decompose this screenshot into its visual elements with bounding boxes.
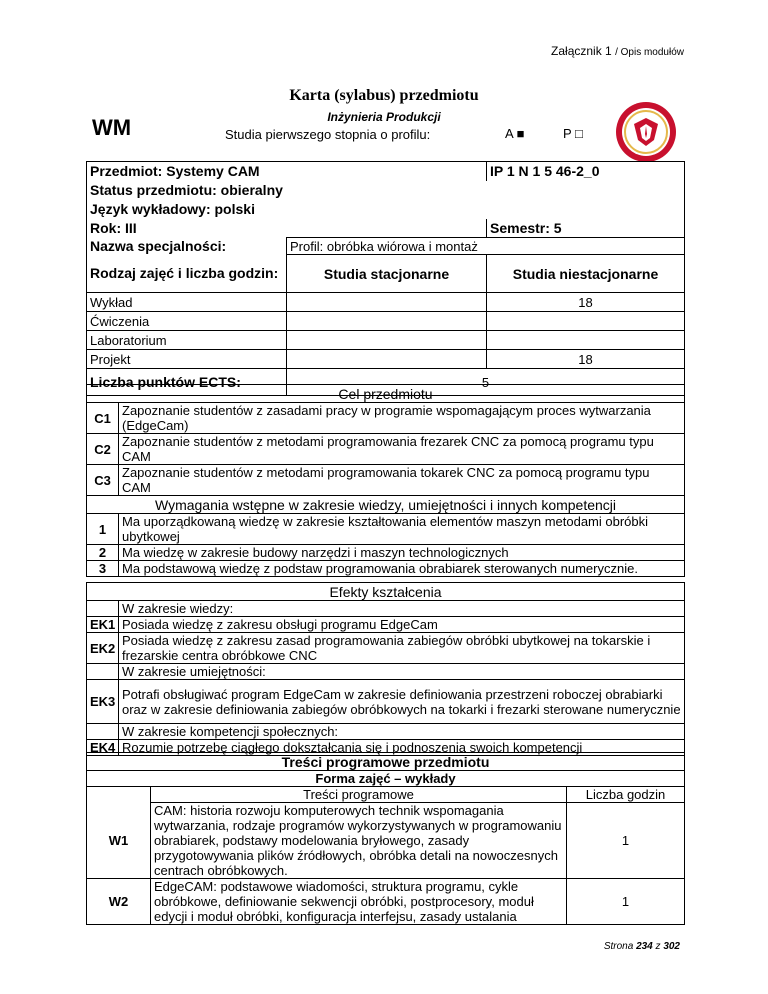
subject-name: Przedmiot: Systemy CAM — [87, 162, 487, 181]
specialty-profile: Profil: obróbka wiórowa i montaż — [287, 238, 685, 255]
content-title: Treści programowe przedmiotu — [87, 753, 685, 771]
profile-label: Studia pierwszego stopnia o profilu: — [225, 127, 431, 142]
outcomes-table — [86, 582, 685, 756]
goal-row: C2 Zapoznanie studentów z metodami programowania frezarek CNC za pomocą programu typu CAM — [87, 434, 685, 465]
requirements-title: Wymagania wstępne w zakresie wiedzy, umiejętności i innych kompetencji — [87, 496, 685, 514]
goals-table — [86, 384, 685, 496]
profile-p-checkbox: P □ — [563, 126, 583, 141]
ects-label: Liczba punktów ECTS: — [87, 369, 287, 396]
outcome-row: EK1 Posiada wiedzę z zakresu obsługi programu EdgeCam — [87, 617, 685, 633]
subject-info-table — [86, 161, 685, 396]
part-time-header: Studia niestacjonarne — [487, 255, 685, 293]
logo-text: WM — [92, 115, 132, 140]
hours-row: Ćwiczenia — [87, 312, 685, 331]
outcome-row: W zakresie wiedzy: — [87, 601, 685, 617]
content-row: W1 CAM: historia rozwoju komputerowych technik wspomagania wytwarzania, rodzaje programów wykorzystywanych w programowaniu obrabiarek, podstawy modelowania bryłowego, zasady przygotowywania plików źródłowych, obróbka detali na nowoczesnych centrach obróbkowych. 1 — [87, 803, 685, 879]
class-type-label: Rodzaj zajęć i liczba godzin: — [87, 255, 287, 293]
semester: Semestr: 5 — [487, 219, 685, 238]
content-column-header: Treści programowe — [151, 787, 567, 803]
outcome-row: W zakresie umiejętności: — [87, 664, 685, 680]
subject-language: Język wykładowy: polski — [87, 200, 685, 219]
study-year: Rok: III — [87, 219, 487, 238]
content-form: Forma zajęć – wykłady — [87, 771, 685, 787]
outcome-row: W zakresie kompetencji społecznych: — [87, 724, 685, 740]
page-number: Strona 234 z 302 — [603, 941, 680, 952]
stationary-header: Studia stacjonarne — [287, 255, 487, 293]
hours-row: Laboratorium — [87, 331, 685, 350]
goal-row: C3 Zapoznanie studentów z metodami programowania tokarek CNC za pomocą programu typu CAM — [87, 465, 685, 496]
content-row: W2 EdgeCAM: podstawowe wiadomości, struktura programu, cykle obróbkowe, definiowanie sekwencji obróbki, postprocesory, moduł edycji i moduł obróbki, konfiguracja interfejsu, zasady ustalania 1 — [87, 879, 685, 925]
requirement-row: 3 Ma podstawową wiedzę z podstaw programowania obrabiarek sterowanych numerycznie. — [87, 561, 685, 577]
subject-status: Status przedmiotu: obieralny — [87, 181, 685, 200]
hours-row: Wykład 18 — [87, 293, 685, 312]
outcome-row: EK4 Rozumie potrzebę ciągłego dokształcania się i podnoszenia swoich kompetencji — [87, 740, 685, 756]
requirements-table — [86, 495, 685, 577]
outcome-row: EK3 Potrafi obsługiwać program EdgeCam w zakresie definiowania przestrzeni roboczej obrabiarki oraz w zakresie definiowania zabiegów obróbkowych na tokarki i frezarki sterowane numerycznie — [87, 680, 685, 724]
outcomes-title: Efekty kształcenia — [87, 583, 685, 601]
goals-title: Cel przedmiotu — [87, 385, 685, 403]
university-emblem-icon — [614, 100, 678, 164]
faculty-name: Inżynieria Produkcji — [327, 110, 441, 124]
hours-row: Projekt 18 — [87, 350, 685, 369]
page-title: Karta (sylabus) przedmiotu — [289, 87, 479, 104]
annex-label: Załącznik 1 / Opis modułów — [551, 44, 684, 58]
goal-row: C1 Zapoznanie studentów z zasadami pracy w programie wspomagającym proces wytwarzania (EdgeCam) — [87, 403, 685, 434]
requirement-row: 2 Ma wiedzę w zakresie budowy narzędzi i maszyn technologicznych — [87, 545, 685, 561]
requirement-row: 1 Ma uporządkowaną wiedzę w zakresie kształtowania elementów maszyn metodami obróbki ubytkowej — [87, 514, 685, 545]
outcome-row: EK2 Posiada wiedzę z zakresu zasad programowania zabiegów obróbki ubytkowej na tokarskie i frezarskie centra obróbkowe CNC — [87, 633, 685, 664]
content-table — [86, 752, 685, 925]
hours-column-header: Liczba godzin — [567, 787, 685, 803]
profile-a-checkbox: A ■ — [505, 126, 525, 141]
specialty-label: Nazwa specjalności: — [87, 238, 287, 255]
ects-value: 5 — [287, 369, 685, 396]
subject-code: IP 1 N 1 5 46-2_0 — [487, 162, 685, 181]
